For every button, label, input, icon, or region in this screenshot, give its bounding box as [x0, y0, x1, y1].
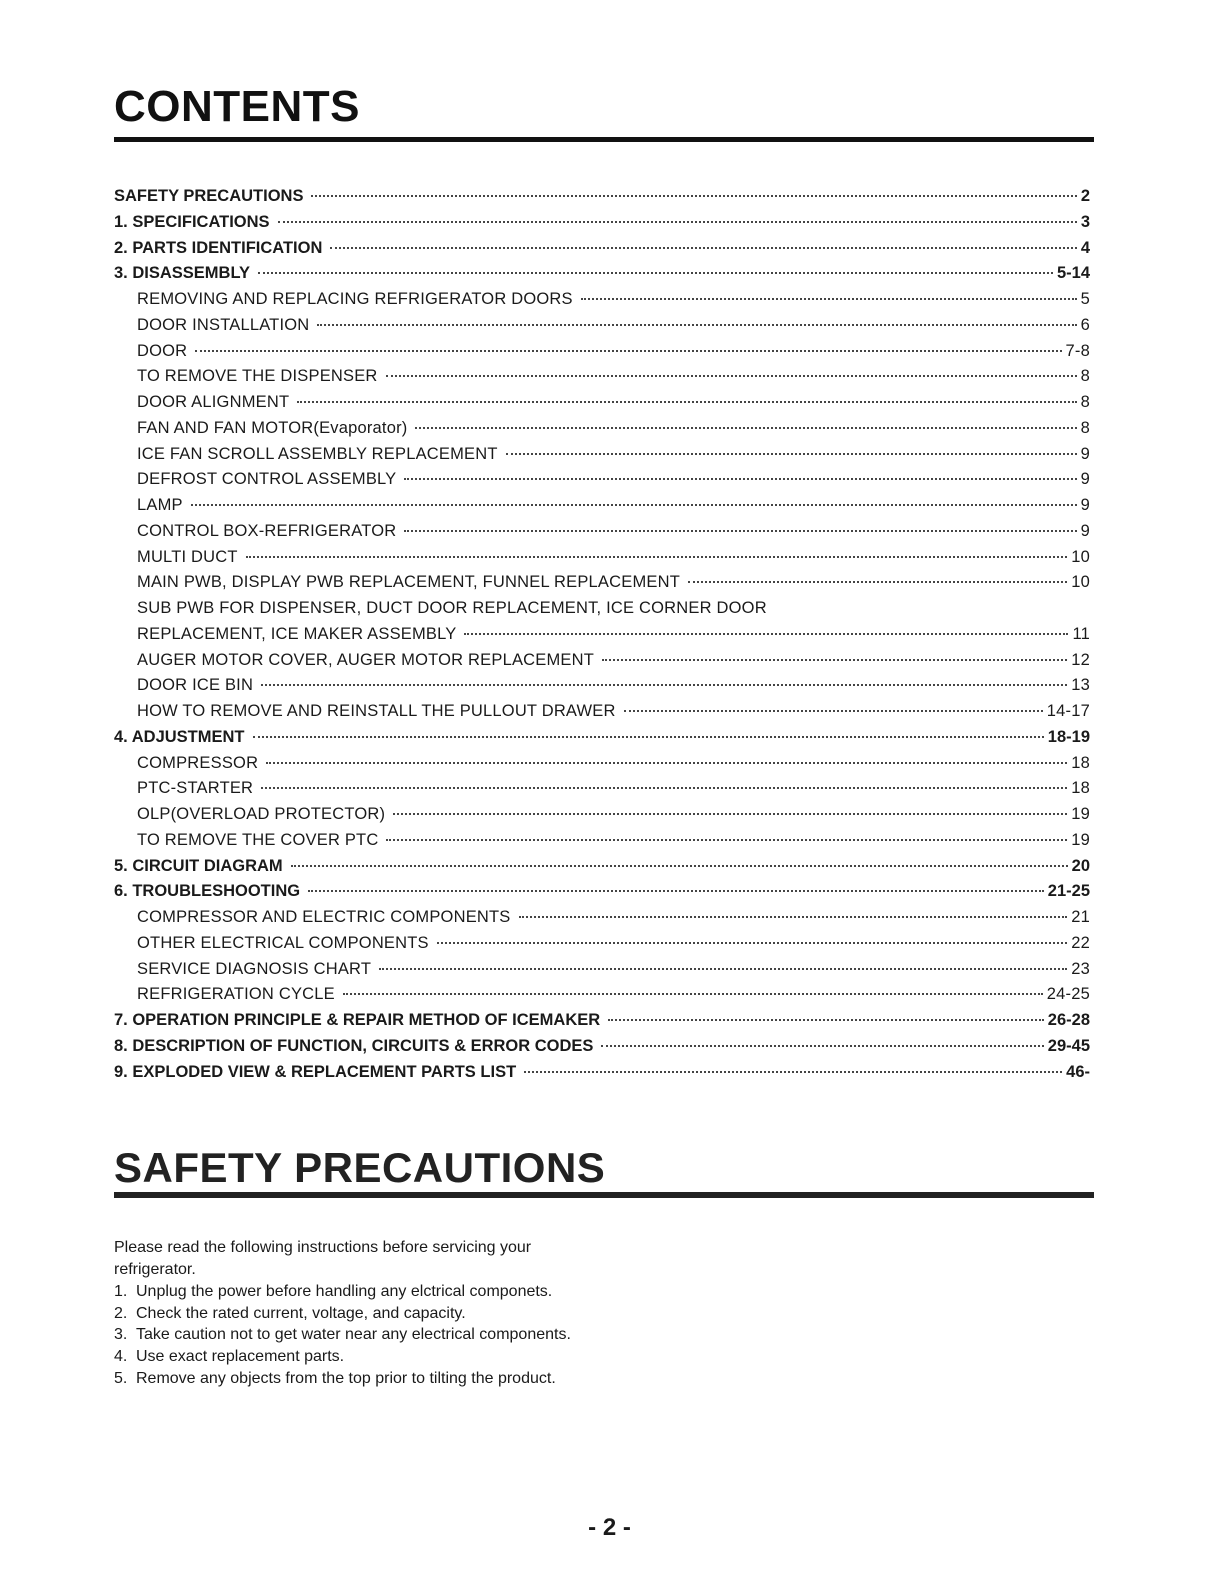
toc-entry-page: 5 — [1080, 290, 1090, 308]
toc-entry-page: 24-25 — [1046, 985, 1090, 1004]
toc-entry-label: OLP(OVERLOAD PROTECTOR) — [137, 805, 386, 823]
toc-entry[interactable] — [114, 1008, 1090, 1034]
dot-leader — [437, 942, 1067, 944]
dot-leader — [404, 530, 1076, 532]
toc-entry[interactable] — [114, 493, 1090, 519]
toc-entry-page: 8 — [1080, 367, 1090, 386]
toc-entry-page: 23 — [1071, 959, 1090, 978]
safety-item-text: Remove any objects from the top prior to tilting the product. — [136, 1369, 556, 1387]
safety-item-text: Check the rated current, voltage, and capacity. — [136, 1304, 466, 1322]
dot-leader — [386, 839, 1067, 841]
dot-leader — [519, 916, 1068, 918]
safety-list-item — [114, 1281, 574, 1303]
toc-entry[interactable] — [114, 339, 1090, 365]
toc-entry-label: 4. ADJUSTMENT — [114, 727, 245, 746]
toc-entry[interactable] — [114, 957, 1090, 983]
safety-list-item — [114, 1324, 574, 1346]
toc-entry-label: MAIN PWB, DISPLAY PWB REPLACEMENT, FUNNEL REPLACEMENT — [137, 573, 680, 592]
dot-leader — [258, 272, 1053, 274]
toc-entry[interactable] — [114, 802, 1090, 828]
toc-entry-label: ICE FAN SCROLL ASSEMBLY REPLACEMENT — [137, 444, 498, 463]
toc-entry[interactable] — [114, 442, 1090, 468]
toc-entry-page: 10 — [1071, 547, 1090, 566]
toc-entry-page: 18-19 — [1047, 727, 1090, 746]
toc-entry-label: DOOR ALIGNMENT — [137, 393, 290, 411]
toc-entry-label: DOOR INSTALLATION — [137, 315, 310, 334]
dot-leader — [524, 1071, 1062, 1073]
toc-entry-page: 13 — [1071, 676, 1090, 695]
toc-entry-label: DOOR — [137, 341, 188, 360]
contents-title: CONTENTS — [114, 82, 360, 131]
toc-entry-page: 26-28 — [1047, 1011, 1090, 1029]
safety-instructions-list — [114, 1281, 574, 1390]
toc-entry-page: 20 — [1071, 856, 1090, 875]
toc-entry-page: 29-45 — [1047, 1036, 1090, 1055]
toc-entry[interactable] — [114, 982, 1090, 1008]
dot-leader — [601, 1045, 1043, 1047]
toc-entry-label: PTC-STARTER — [137, 779, 254, 798]
toc-entry[interactable] — [114, 261, 1090, 287]
toc-entry[interactable] — [114, 648, 1090, 674]
toc-entry-label: 8. DESCRIPTION OF FUNCTION, CIRCUITS & ERROR CODES — [114, 1036, 594, 1055]
toc-entry[interactable] — [114, 570, 1090, 596]
dot-leader — [393, 813, 1067, 815]
dot-leader — [253, 736, 1044, 738]
toc-entry-page: 5-14 — [1056, 264, 1090, 283]
toc-entry-page: 9 — [1080, 496, 1090, 514]
toc-entry-label: TO REMOVE THE DISPENSER — [137, 367, 378, 386]
dot-leader — [195, 350, 1061, 352]
toc-entry-page: 18 — [1071, 753, 1090, 772]
dot-leader — [266, 762, 1067, 764]
safety-item-number: 4. — [114, 1348, 128, 1366]
toc-entry[interactable] — [114, 596, 1090, 622]
toc-entry[interactable] — [114, 776, 1090, 802]
toc-entry-page: 11 — [1072, 624, 1090, 643]
toc-entry-page: 12 — [1071, 650, 1090, 669]
safety-item-number: 3. — [114, 1326, 128, 1344]
toc-entry-label: REPLACEMENT, ICE MAKER ASSEMBLY — [137, 624, 457, 643]
toc-entry-page: 46- — [1066, 1062, 1090, 1081]
toc-entry-label: COMPRESSOR AND ELECTRIC COMPONENTS — [137, 908, 511, 926]
toc-entry-page: 8 — [1080, 393, 1090, 411]
toc-entry-label: REMOVING AND REPLACING REFRIGERATOR DOORS — [137, 290, 573, 308]
toc-entry[interactable] — [114, 390, 1090, 416]
toc-entry[interactable] — [114, 879, 1090, 905]
toc-entry-page: 2 — [1080, 187, 1090, 205]
toc-entry[interactable] — [114, 210, 1090, 236]
toc-entry-label: REFRIGERATION CYCLE — [137, 985, 335, 1004]
toc-entry-page: 9 — [1080, 521, 1090, 540]
dot-leader — [386, 375, 1077, 377]
toc-entry[interactable] — [114, 1060, 1090, 1086]
dot-leader — [261, 684, 1067, 686]
toc-entry-label: HOW TO REMOVE AND REINSTALL THE PULLOUT DRAWER — [137, 702, 616, 720]
toc-entry[interactable] — [114, 236, 1090, 262]
toc-entry-label: DEFROST CONTROL ASSEMBLY — [137, 470, 397, 489]
dot-leader — [311, 195, 1076, 197]
toc-entry-page: 7-8 — [1065, 341, 1090, 360]
dot-leader — [415, 427, 1076, 429]
dot-leader — [464, 633, 1068, 635]
toc-entry[interactable] — [114, 287, 1090, 313]
dot-leader — [343, 993, 1043, 995]
safety-list-item — [114, 1368, 574, 1390]
toc-entry-page: 22 — [1071, 933, 1090, 952]
toc-entry[interactable] — [114, 931, 1090, 957]
toc-entry-page: 9 — [1080, 444, 1090, 463]
dot-leader — [506, 453, 1077, 455]
toc-entry-page: 10 — [1071, 573, 1090, 592]
toc-entry-page: 9 — [1080, 470, 1090, 489]
toc-entry-label: SAFETY PRECAUTIONS — [114, 187, 304, 205]
dot-leader — [308, 890, 1044, 892]
toc-entry-page: 3 — [1080, 212, 1090, 231]
toc-entry-page: 8 — [1080, 418, 1090, 437]
toc-entry-label: DOOR ICE BIN — [137, 676, 254, 695]
toc-entry-label: LAMP — [137, 496, 183, 514]
toc-entry-page: 21 — [1071, 908, 1090, 926]
toc-entry-label: 3. DISASSEMBLY — [114, 264, 251, 283]
dot-leader — [404, 478, 1076, 480]
toc-entry-page: 6 — [1080, 315, 1090, 334]
safety-list-item — [114, 1346, 574, 1368]
toc-entry[interactable] — [114, 854, 1090, 880]
safety-item-text: Take caution not to get water near any electrical components. — [136, 1326, 571, 1344]
toc-entry-page: 19 — [1071, 805, 1090, 823]
toc-entry-page: 19 — [1071, 830, 1090, 849]
dot-leader — [246, 556, 1068, 558]
toc-entry-label: CONTROL BOX-REFRIGERATOR — [137, 521, 397, 540]
toc-entry-label: 5. CIRCUIT DIAGRAM — [114, 856, 283, 875]
toc-entry[interactable] — [114, 545, 1090, 571]
safety-item-number: 2. — [114, 1304, 128, 1322]
toc-entry-label: 9. EXPLODED VIEW & REPLACEMENT PARTS LIST — [114, 1062, 517, 1081]
page-number: - 2 - — [588, 1514, 631, 1541]
safety-intro-text: Please read the following instructions before servicing your refrigerator. — [114, 1239, 532, 1278]
toc-entry[interactable] — [114, 364, 1090, 390]
dot-leader — [624, 710, 1043, 712]
toc-entry-label: MULTI DUCT — [137, 547, 238, 566]
safety-title-rule — [114, 1192, 1094, 1198]
dot-leader — [688, 581, 1067, 583]
dot-leader — [379, 968, 1067, 970]
safety-item-text: Use exact replacement parts. — [136, 1348, 345, 1366]
toc-entry[interactable] — [114, 725, 1090, 751]
toc-entry[interactable] — [114, 416, 1090, 442]
dot-leader — [317, 324, 1076, 326]
toc-entry[interactable] — [114, 751, 1090, 777]
toc-entry-label: COMPRESSOR — [137, 753, 259, 772]
toc-entry-label: FAN AND FAN MOTOR(Evaporator) — [137, 418, 408, 437]
toc-entry[interactable] — [114, 519, 1090, 545]
toc-entry[interactable] — [114, 699, 1090, 725]
dot-leader — [278, 221, 1077, 223]
toc-entry-label: 6. TROUBLESHOOTING — [114, 882, 301, 901]
toc-entry[interactable] — [114, 673, 1090, 699]
toc-entry-label: AUGER MOTOR COVER, AUGER MOTOR REPLACEMENT — [137, 650, 595, 669]
toc-entry-label: OTHER ELECTRICAL COMPONENTS — [137, 933, 429, 952]
toc-entry-label: TO REMOVE THE COVER PTC — [137, 830, 379, 849]
toc-entry-label: 2. PARTS IDENTIFICATION — [114, 238, 323, 257]
toc-entry[interactable] — [114, 828, 1090, 854]
toc-entry-label: SUB PWB FOR DISPENSER, DUCT DOOR REPLACEMENT, ICE CORNER DOOR — [137, 599, 767, 617]
dot-leader — [330, 247, 1076, 249]
table-of-contents — [114, 184, 1090, 1085]
safety-item-number: 5. — [114, 1369, 128, 1387]
dot-leader — [291, 865, 1068, 867]
contents-title-rule — [114, 137, 1094, 142]
toc-entry-label: SERVICE DIAGNOSIS CHART — [137, 959, 372, 978]
toc-entry-label: 1. SPECIFICATIONS — [114, 212, 270, 231]
toc-entry-label: 7. OPERATION PRINCIPLE & REPAIR METHOD OF ICEMAKER — [114, 1011, 601, 1029]
safety-item-number: 1. — [114, 1283, 128, 1300]
safety-list-item — [114, 1303, 574, 1325]
dot-leader — [608, 1019, 1044, 1021]
toc-entry[interactable] — [114, 622, 1090, 648]
toc-entry[interactable] — [114, 905, 1090, 931]
toc-entry-page: 18 — [1071, 779, 1090, 798]
dot-leader — [297, 401, 1076, 403]
toc-entry-page: 21-25 — [1047, 882, 1090, 901]
safety-item-text: Unplug the power before handling any elctrical componets. — [136, 1283, 553, 1300]
toc-entry-page: 14-17 — [1046, 702, 1090, 720]
toc-entry[interactable] — [114, 467, 1090, 493]
dot-leader — [261, 787, 1067, 789]
dot-leader — [581, 298, 1077, 300]
dot-leader — [602, 659, 1067, 661]
toc-entry[interactable] — [114, 313, 1090, 339]
dot-leader — [191, 504, 1077, 506]
toc-entry[interactable] — [114, 1034, 1090, 1060]
toc-entry[interactable] — [114, 184, 1090, 210]
toc-entry-page: 4 — [1080, 238, 1090, 257]
safety-title: SAFETY PRECAUTIONS — [114, 1144, 606, 1191]
